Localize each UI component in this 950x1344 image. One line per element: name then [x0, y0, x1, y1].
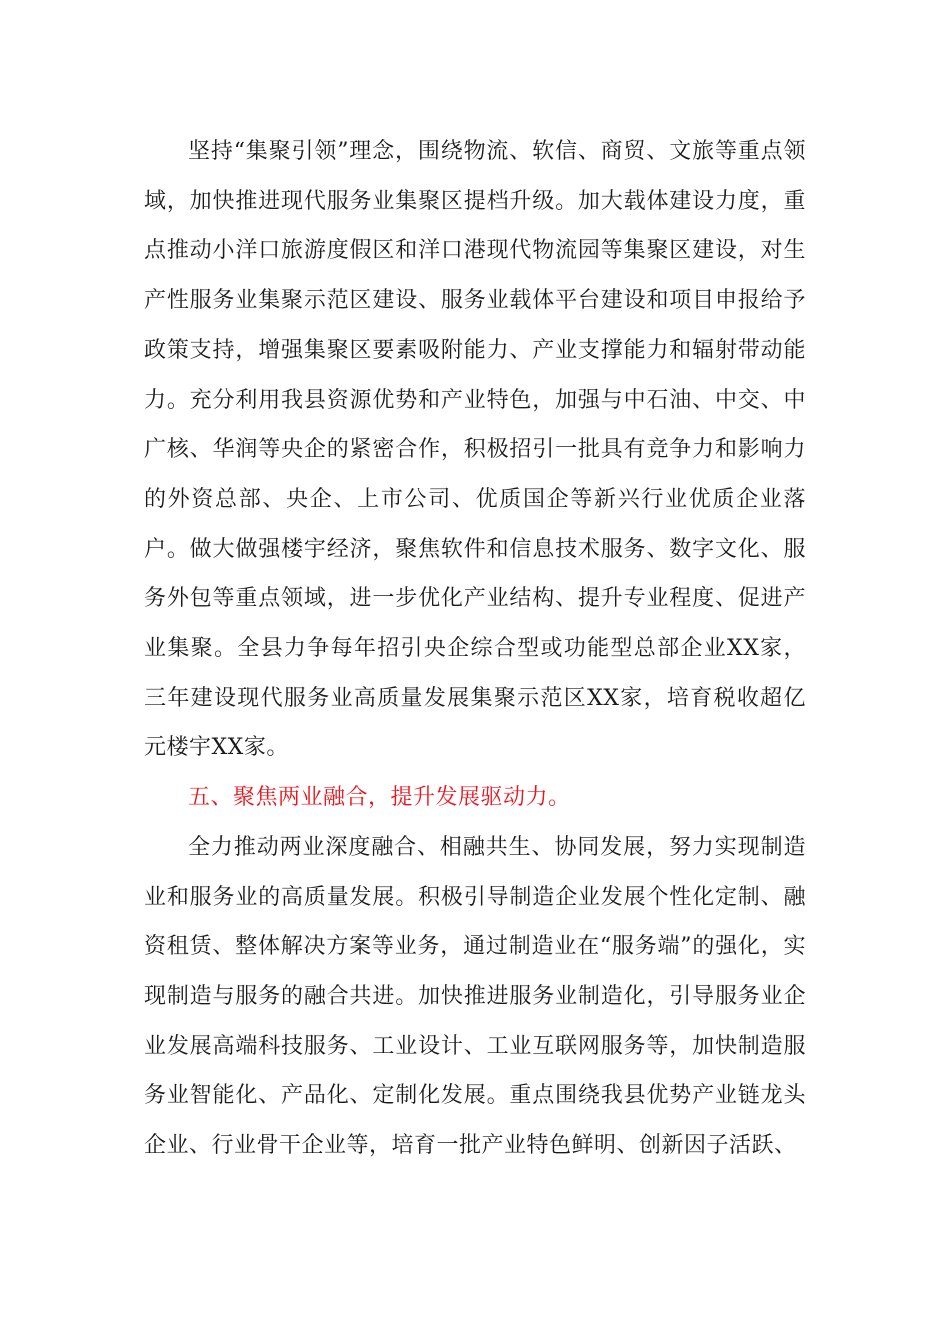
document-body [144, 127, 806, 1171]
section-heading: 五、聚焦两业融合，提升发展驱动力。 [188, 785, 571, 811]
paragraph-agglomeration: 坚持“集聚引领”理念，围绕物流、软信、商贸、文旅等重点领域，加快推进现代服务业集聚区提档升级。加大载体建设力度，重点推动小洋口旅游度假区和洋口港现代物流园等集聚区建设，对生产性服务业集聚示范区建设、服务业载体平台建设和项目申报给予政策支持，增强集聚区要素吸附能力、产业支撑能力和辐射带动能力。充分利用我县资源优势和产业特色，加强与中石油、中交、中广核、华润等央企的紧密合作，积极招引一批具有竞争力和影响力的外资总部、央企、上市公司、优质国企等新兴行业优质企业落户。做大做强楼宇经济，聚焦软件和信息技术服务、数字文化、服务外包等重点领域，进一步优化产业结构、提升专业程度、促进产业集聚。全县力争每年招引央企综合型或功能型总部企业XX家，三年建设现代服务业高质量发展集聚示范区XX家，培育税收超亿元楼宇XX家。 [144, 139, 806, 761]
paragraph-integration: 全力推动两业深度融合、相融共生、协同发展，努力实现制造业和服务业的高质量发展。积极引导制造企业发展个性化定制、融资租赁、整体解决方案等业务，通过制造业在“服务端”的强化，实现制造与服务的融合共进。加快推进服务业制造化，引导服务业企业发展高端科技服务、工业设计、工业互联网服务等，加快制造服务业智能化、产品化、定制化发展。重点围绕我县优势产业链龙头企业、行业骨干企业等，培育一批产业特色鲜明、创新因子活跃、 [144, 834, 806, 1159]
